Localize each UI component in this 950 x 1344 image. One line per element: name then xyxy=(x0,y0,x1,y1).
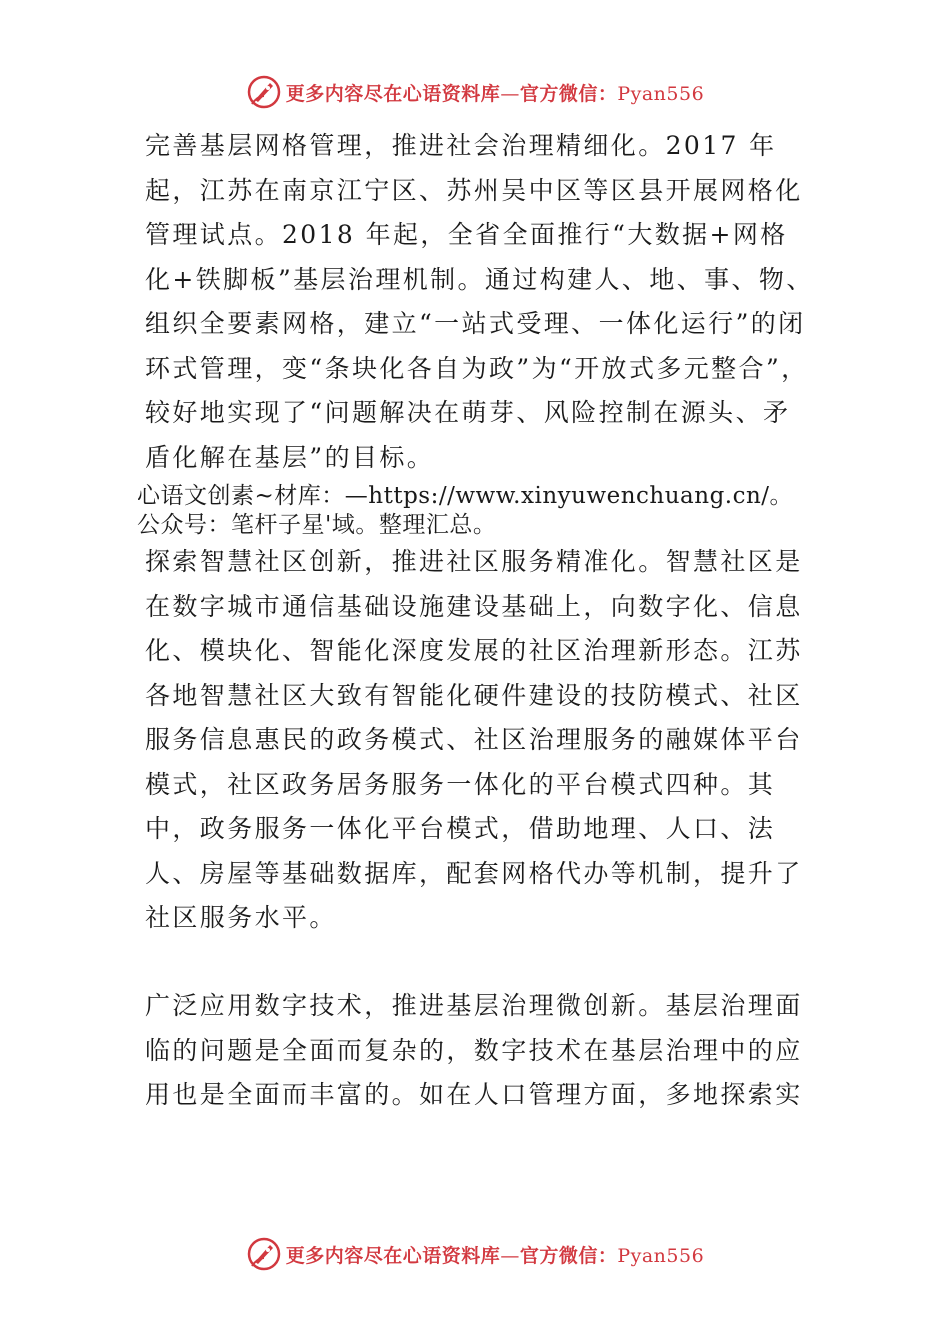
header-banner xyxy=(0,70,950,114)
banner-dash: — xyxy=(500,1244,520,1267)
banner-text xyxy=(286,1241,704,1268)
paragraph-digital-technology: 广泛应用数字技术，推进基层治理微创新。基层治理面临的问题是全面而复杂的，数字技术在基层治理中的应用也是全面而丰富的。如在人口管理方面，多地探索实 xyxy=(145,991,803,1109)
footer-banner xyxy=(0,1232,950,1276)
banner-wechat-label: 官方微信： xyxy=(519,1244,618,1267)
banner-text xyxy=(286,79,704,106)
pen-nib-logo-icon xyxy=(246,1236,282,1272)
source-note-line-2: 公众号：笔杆子星'域。整理汇总。 xyxy=(137,512,497,538)
pen-nib-logo-icon xyxy=(246,74,282,110)
banner-wechat-id: Pyan556 xyxy=(617,1244,705,1267)
paragraph-smart-community: 探索智慧社区创新，推进社区服务精准化。智慧社区是在数字城市通信基础设施建设基础上，向数字化、信息化、模块化、智能化深度发展的社区治理新形态。江苏各地智慧社区大致有智能化硬件建设的技防模式、社区服务信息惠民的政务模式、社区治理服务的融媒体平台模式，社区政务居务服务一体化的平台模式四种。其中，政务服务一体化平台模式，借助地理、人口、法人、房屋等基础数据库，配套网格代办等机制，提升了社区服务水平。 xyxy=(145,547,803,932)
source-note-line-1: 心语文创素~材库：—https://www.xinyuwenchuang.cn/。 xyxy=(137,483,794,509)
banner-title: 更多内容尽在心语资料库 xyxy=(285,1244,501,1267)
banner-dash: — xyxy=(500,82,520,105)
paragraph-grid-management: 完善基层网格管理，推进社会治理精细化。2017 年起，江苏在南京江宁区、苏州吴中区等区县开展网格化管理试点。2018 年起，全省全面推行“大数据+网格化+铁脚板”基层治理机制。通过构建人、地、事、物、组织全要素网格，建立“一站式受理、一体化运行”的闭环式管理，变“条块化各自为政”为“开放式多元整合”，较好地实现了“问题解决在萌芽、风险控制在源头、矛盾化解在基层”的目标。 xyxy=(145,131,814,472)
source-note xyxy=(137,482,937,540)
banner-wechat-label: 官方微信： xyxy=(519,82,618,105)
banner-wechat-id: Pyan556 xyxy=(617,82,705,105)
banner-title: 更多内容尽在心语资料库 xyxy=(285,82,501,105)
